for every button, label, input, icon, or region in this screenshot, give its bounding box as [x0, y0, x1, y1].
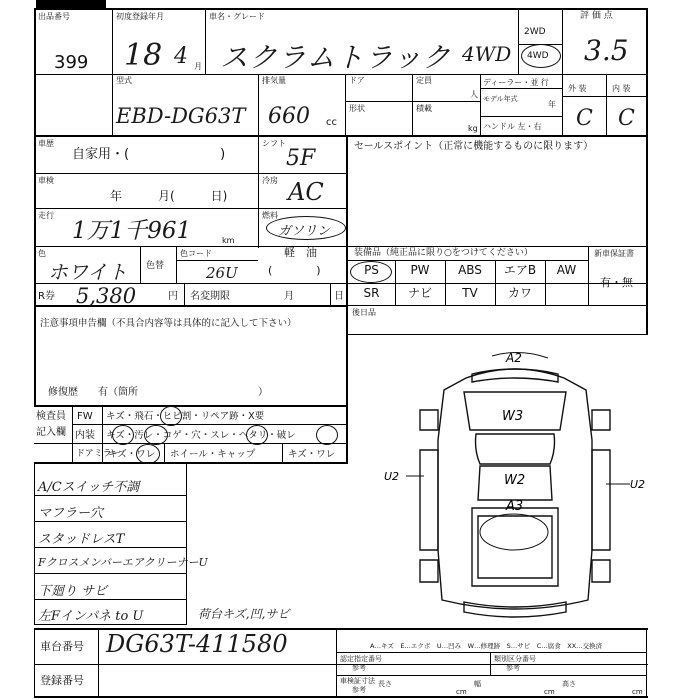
insp-v2 [346, 405, 348, 463]
insp-circle-2 [112, 425, 134, 445]
outer-border-top [34, 8, 648, 10]
equip-h3 [348, 305, 588, 306]
vdiv-color [140, 246, 141, 284]
history-label: 車歴 [38, 139, 54, 148]
sales-point-label: セールスポイント（正常に機能するものに限ります） [354, 141, 594, 152]
remark-line-6 [34, 624, 186, 625]
remark-5: 下廻り サビ [38, 584, 108, 599]
km-unit: km [222, 236, 235, 245]
vdiv-b [205, 8, 206, 75]
left-rear-wheel [420, 560, 438, 582]
chassis-label: 車台番号 [40, 640, 84, 653]
outer-border-right [646, 8, 648, 334]
bottom-size-line [336, 675, 646, 676]
width-label: 幅 [474, 680, 481, 688]
model-year-label: モデル年式 [483, 95, 518, 103]
chassis-value: DG63T-411580 [106, 630, 288, 658]
inspector-label-1: 検査員 [36, 411, 66, 422]
insp-circle-1 [160, 406, 182, 426]
shape-label: 形状 [349, 104, 365, 113]
insp-row3-wheel-damage: キズ・ワレ [288, 449, 336, 460]
mark-u2-left: U2 [384, 470, 400, 483]
remark-3: スタッドレスT [38, 532, 125, 547]
remark-2: マフラー穴 [38, 506, 104, 521]
diesel-label: 軽 油 [284, 246, 317, 259]
hdiv-exint [562, 96, 648, 97]
equip-ps-circle [350, 261, 392, 283]
ac-label: 冷房 [262, 176, 278, 185]
interior-value: C [618, 106, 635, 131]
insp-circle-6 [136, 444, 160, 464]
insp-row2-head: 内装 [75, 430, 95, 441]
remark-6: 左Fインパネ to U [38, 609, 144, 624]
remark-7: 荷台キズ,凹,サビ [198, 607, 290, 621]
yen-unit: 円 [168, 291, 178, 302]
capacity-label: 定員 [416, 76, 432, 85]
equip-v5 [588, 246, 589, 306]
new-car-value: 有・無 [600, 276, 633, 289]
equip-leather: カワ [507, 286, 532, 300]
insp-v4 [282, 443, 283, 463]
shift-value: 5F [286, 146, 316, 171]
vdiv-g [412, 74, 413, 137]
mark-w2-circle [480, 514, 548, 550]
length-label: 長さ [378, 680, 392, 688]
notes-label: 注意事項申告欄（不具合内容等は具体的に記入して下さい） [40, 318, 297, 329]
insp-row3-mirror: キズ・ワレ [108, 449, 156, 460]
bottom-v2 [336, 628, 337, 698]
equip-ps: PS [364, 263, 379, 277]
row-sep-5 [34, 246, 648, 247]
mark-w2: W2 [504, 473, 526, 488]
cargo-bed-inner [478, 516, 552, 578]
equip-h2 [348, 283, 588, 284]
insp-row1-head: FW [77, 411, 93, 422]
left-front-wheel [420, 410, 438, 430]
reg-year: 18 [124, 38, 163, 73]
cert-ref: 参考 [352, 664, 366, 672]
exterior-value: C [576, 106, 593, 131]
displacement-value: 660 [268, 104, 310, 129]
hdiv-handle [480, 116, 562, 117]
r-label: R券 [38, 291, 55, 302]
ac-value: AC [288, 178, 324, 206]
drive-handwritten: 4WD [462, 42, 512, 66]
damage-legend: A…キズ E…エクボ U…凹み W…修理跡 S…サビ C…腐食 XX…交換済 [370, 642, 603, 650]
row-sep-later [348, 334, 648, 335]
insp-h2 [34, 443, 348, 444]
car-name: スクラムトラック [220, 41, 452, 74]
vdiv-price [184, 283, 185, 307]
equip-navi: ナビ [407, 286, 432, 300]
insp-row1-items: キズ・飛石・ヒビ割・リペア跡・X要 [106, 411, 265, 422]
equip-h1 [348, 260, 588, 261]
r-value: 5,380 [76, 284, 137, 308]
insp-row2-items: キズ・汚レ・コゲ・穴・スレ・ヘタリ・破レ [106, 430, 296, 441]
insp-row3-wheel: ホイール・キャップ [170, 449, 256, 460]
insp-row3-head: ドアミラー [76, 449, 121, 459]
equip-abs: ABS [458, 263, 482, 277]
hdiv-shape [345, 101, 480, 102]
bottom-right [646, 628, 647, 698]
car-name-label: 車名・グレード [209, 12, 265, 21]
row-sep-3 [34, 173, 348, 174]
two-wd: 2WD [524, 27, 546, 37]
fuel-label: 燃料 [262, 211, 278, 220]
color-code-label: 色コード [180, 249, 212, 258]
day-unit: 日 [334, 291, 344, 302]
size-label: 車検証寸法 [340, 677, 375, 685]
remark-line-2 [34, 521, 186, 522]
equip-tv: TV [462, 286, 478, 300]
repair-label: 修復歴 有（箇所 ） [48, 387, 268, 398]
insp-h3 [34, 462, 348, 464]
remark-line-5 [34, 599, 186, 600]
equip-sr: SR [363, 286, 380, 300]
model-value: EBD-DG63T [116, 104, 246, 128]
mark-a3: A3 [506, 499, 524, 514]
vdiv-c [518, 8, 519, 75]
handle-label: ハンドル 左・右 [483, 122, 542, 131]
vdiv-colorchg [176, 246, 177, 284]
insp-circle-3 [144, 425, 168, 445]
cc-unit: cc [326, 117, 337, 128]
left-door-panel [420, 450, 438, 550]
insp-h1 [72, 424, 348, 425]
outer-border-left [34, 8, 36, 406]
new-car-label: 新車保証書 [594, 249, 634, 258]
row-sep-2 [34, 135, 648, 137]
equip-aw: AW [556, 263, 577, 277]
exterior-label: 外 装 [568, 84, 587, 93]
vdiv-d [562, 8, 563, 137]
remark-line-1 [34, 495, 186, 496]
bottom-left [34, 628, 35, 698]
mark-a2-top: A2 [506, 351, 522, 365]
corner-mark [36, 0, 106, 8]
door-label: ドア [349, 76, 365, 85]
car-body-outline [438, 369, 592, 609]
model-label: 型式 [116, 76, 132, 85]
fuel-paren: ( ) [268, 264, 321, 277]
vdiv-exint [606, 74, 607, 137]
mileage-label: 走行 [38, 211, 54, 220]
equip-airbag: エアB [503, 263, 537, 277]
height-cm: cm [632, 688, 643, 696]
mark-u2-right: U2 [630, 478, 646, 491]
bottom-base [34, 696, 648, 698]
height-label: 高さ [562, 680, 576, 688]
color-value: ホワイト [48, 260, 128, 284]
insp-circle-4 [246, 425, 268, 445]
load-unit: kg [468, 124, 478, 133]
car-diagram [380, 350, 650, 625]
color-change-label: 色替 [146, 261, 165, 271]
four-wd: 4WD [527, 51, 549, 61]
equip-pw: PW [410, 263, 430, 277]
color-code-value: 26U [206, 264, 238, 282]
row-sep-inspector [34, 405, 348, 407]
vdiv-a [112, 8, 113, 137]
reg-label: 初度登録年月 [116, 12, 164, 21]
capacity-unit: 人 [470, 90, 478, 99]
class-ref: 参考 [506, 664, 520, 672]
reg-no-label: 登録番号 [40, 674, 84, 687]
remark-line-3 [34, 547, 186, 548]
vdiv-h [480, 74, 481, 137]
right-rear-wheel [592, 560, 610, 582]
mileage-value: 1万1千961 [72, 218, 192, 244]
front-bumper [472, 369, 558, 382]
load-label: 積載 [416, 104, 432, 113]
inspector-label-2: 記入欄 [36, 427, 66, 438]
reg-month: 4 [174, 44, 188, 69]
size-ref: 参考 [352, 686, 366, 694]
reg-month-unit: 月 [194, 62, 202, 71]
vdiv-f [345, 74, 346, 137]
equipment-label: 装備品（純正品に限り○をつけてください） [354, 248, 533, 258]
insp-circle-5 [316, 425, 338, 445]
mark-w3: W3 [502, 409, 524, 424]
vdiv-shift [258, 137, 259, 248]
lot-no-label: 出品番号 [38, 12, 70, 21]
remark-vline [186, 463, 187, 625]
remark-4: FクロスメンバーエアクリーナーU [38, 556, 208, 569]
lot-no-value: 399 [54, 52, 89, 73]
hdiv-dealer [480, 88, 562, 89]
vdiv-e [258, 74, 259, 137]
width-cm: cm [544, 688, 555, 696]
remark-left [34, 463, 35, 625]
inspection-label: 車検 [38, 176, 54, 185]
later-label: 後日品 [352, 308, 376, 317]
dealer-label: ディーラー・並 行 [483, 78, 549, 87]
year-unit: 年 [548, 100, 556, 109]
month-unit: 月 [284, 291, 294, 302]
right-door-panel [592, 450, 610, 550]
bottom-v3 [490, 652, 491, 675]
remark-1: A/Cスイッチ不調 [38, 480, 140, 495]
class-label: 類別区分番号 [494, 655, 536, 663]
insp-v0 [72, 405, 73, 463]
windshield [476, 434, 555, 464]
history-value: 自家用・( ) [72, 147, 226, 162]
shift-label: シフト [262, 139, 286, 148]
row-sep-4 [34, 208, 348, 209]
score-value: 3.5 [584, 34, 629, 67]
hdiv-colorcode [176, 260, 258, 261]
cargo-bed [472, 508, 558, 586]
bottom-v1 [98, 628, 99, 698]
remark-line-4 [34, 573, 186, 574]
bottom-mid [34, 664, 648, 665]
cert-label: 認定指定番号 [340, 655, 382, 663]
color-label: 色 [38, 249, 46, 258]
interior-label: 内 装 [612, 84, 631, 93]
vdiv-price2 [330, 283, 331, 307]
right-front-wheel [592, 410, 610, 430]
fuel-value: ガソリン [278, 224, 331, 239]
inspection-value: 年 月( 日) [110, 189, 228, 203]
name-change-label: 名変期限 [190, 291, 230, 302]
insp-v3 [164, 443, 165, 463]
length-cm: cm [456, 688, 467, 696]
score-label: 評 価 点 [580, 11, 613, 21]
bottom-legend-line [336, 652, 646, 653]
displacement-label: 排気量 [262, 76, 286, 85]
